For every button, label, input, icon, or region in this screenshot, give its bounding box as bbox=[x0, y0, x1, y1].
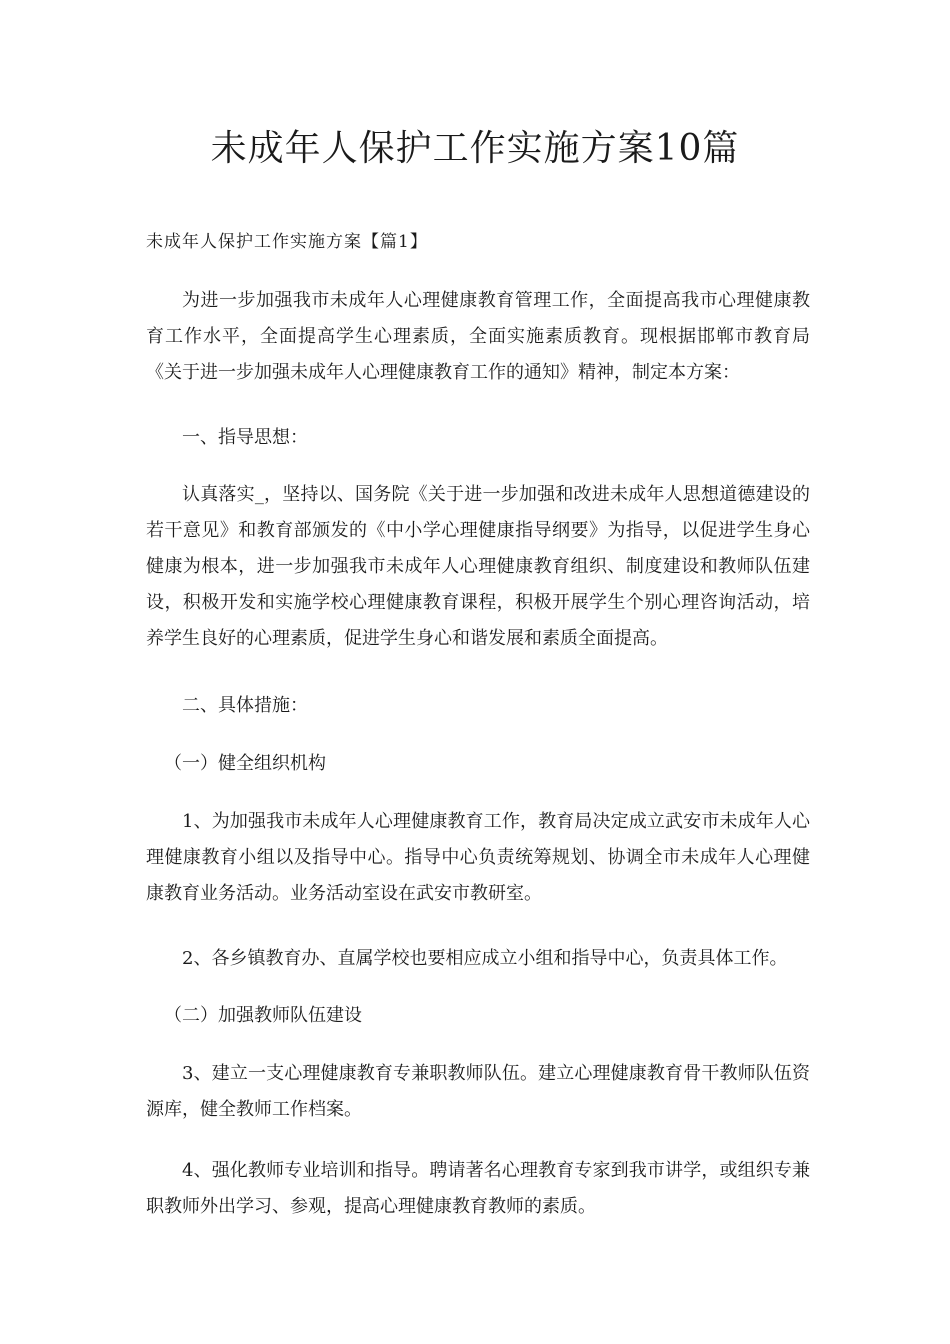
section-heading: 未成年人保护工作实施方案【篇1】 bbox=[146, 232, 428, 252]
document-title: 未成年人保护工作实施方案10篇 bbox=[210, 128, 740, 169]
heading-specific-measures: 二、具体措施： bbox=[182, 695, 308, 716]
subheading-teacher-team: （二）加强教师队伍建设 bbox=[164, 1005, 362, 1026]
paragraph-guiding-ideology: 认真落实_，坚持以、国务院《关于进一步加强和改进未成年人思想道德建设的若干意见》和教育部颁发的《中小学心理健康指导纲要》为指导，以促进学生身心健康为根本，进一步加强我市未成年人心理健康教育组织、制度建设和教师队伍建设，积极开发和实施学校心理健康教育课程，积极开展学生个别心理咨询活动，培养学生良好的心理素质，促进学生身心和谐发展和素质全面提高。 bbox=[146, 484, 810, 649]
paragraph-item-1: 1、为加强我市未成年人心理健康教育工作，教育局决定成立武安市未成年人心理健康教育小组以及指导中心。指导中心负责统筹规划、协调全市未成年人心理健康教育业务活动。业务活动室设在武安市教研室。 bbox=[146, 811, 810, 904]
subheading-organization: （一）健全组织机构 bbox=[164, 753, 326, 774]
paragraph-item-4: 4、强化教师专业培训和指导。聘请著名心理教育专家到我市讲学，或组织专兼职教师外出学习、参观，提高心理健康教育教师的素质。 bbox=[146, 1160, 810, 1217]
paragraph-item-3: 3、建立一支心理健康教育专兼职教师队伍。建立心理健康教育骨干教师队伍资源库，健全教师工作档案。 bbox=[146, 1063, 810, 1120]
paragraph-item-2: 2、各乡镇教育办、直属学校也要相应成立小组和指导中心，负责具体工作。 bbox=[182, 948, 788, 969]
paragraph-intro: 为进一步加强我市未成年人心理健康教育管理工作，全面提高我市心理健康教育工作水平，全面提高学生心理素质，全面实施素质教育。现根据邯郸市教育局《关于进一步加强未成年人心理健康教育工作的通知》精神，制定本方案： bbox=[146, 290, 810, 383]
heading-guiding-ideology: 一、指导思想： bbox=[182, 427, 308, 448]
